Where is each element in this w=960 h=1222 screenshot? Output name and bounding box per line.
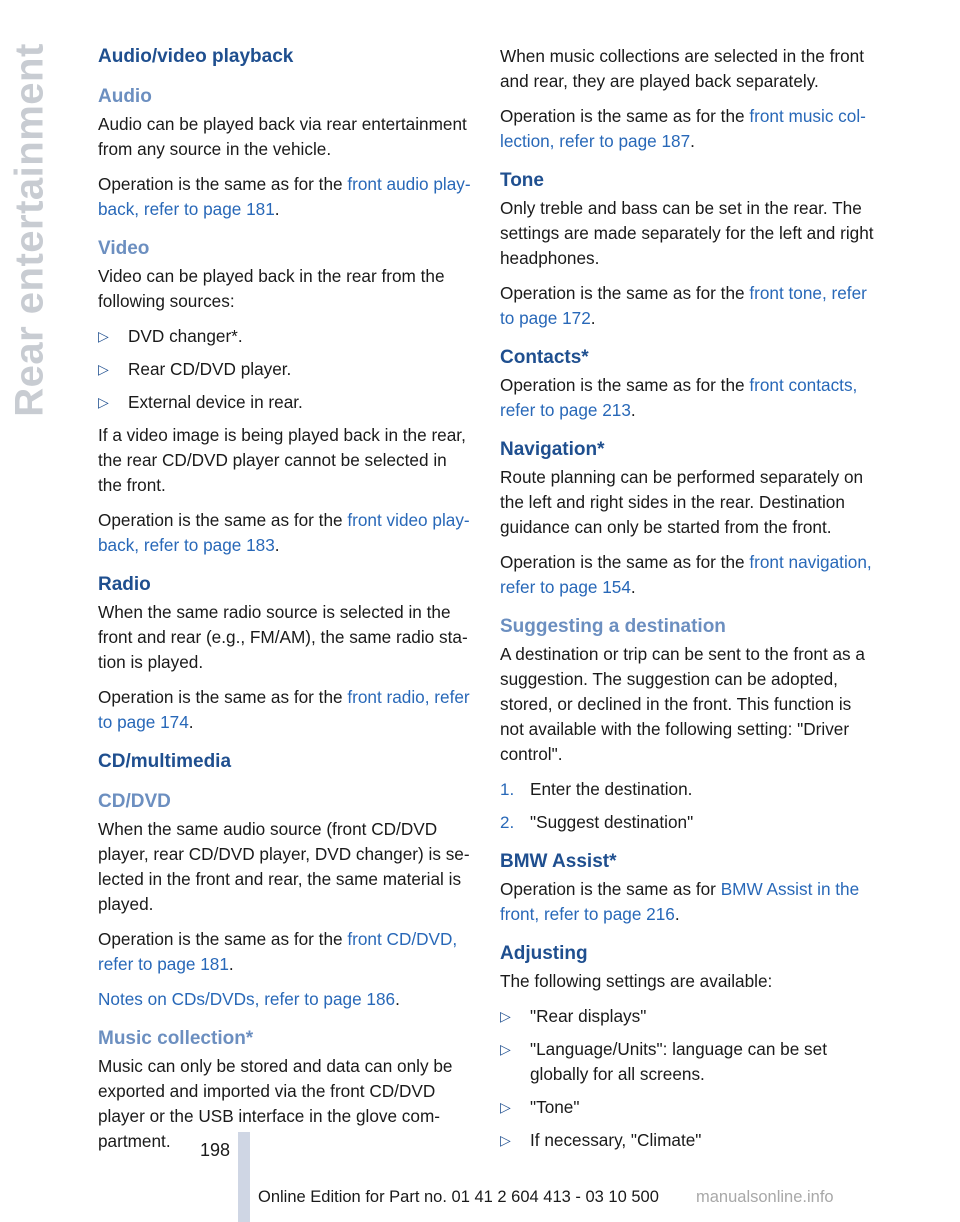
subheading-contacts: Contacts* xyxy=(500,347,589,368)
audio-op-suffix: . xyxy=(274,199,280,219)
radio-op-prefix: Operation is the same as for the xyxy=(98,687,348,707)
audio-op-prefix: Operation is the same as for the xyxy=(98,174,348,194)
subheading-audio: Audio xyxy=(98,86,152,107)
list-item xyxy=(500,1037,875,1087)
contacts-op-suffix: . xyxy=(630,400,636,420)
cd-dvd-notes-link[interactable]: Notes on CDs/DVDs, refer to page 186 xyxy=(98,989,396,1009)
cd-dvd-operation xyxy=(98,927,473,977)
radio-operation xyxy=(98,685,473,735)
list-item-text: External device in rear. xyxy=(128,392,303,412)
list-item xyxy=(98,390,473,415)
cd-dvd-notes xyxy=(98,987,473,1012)
list-item xyxy=(98,324,473,349)
music-collection-body: Music can only be stored and data can only be exported and imported via the front CD/DVD player or the USB interface in the glove com-partment. xyxy=(98,1056,453,1151)
music-collection-operation xyxy=(500,104,875,154)
bmw-assist-operation xyxy=(500,877,875,927)
navigation-link[interactable]: front navigation, refer to page 154 xyxy=(500,552,872,597)
list-item xyxy=(500,810,875,835)
side-section-title xyxy=(0,40,70,420)
page-number: 198 xyxy=(200,1140,231,1160)
list-item xyxy=(500,1128,875,1153)
radio-op-suffix: . xyxy=(188,712,194,732)
subheading-tone: Tone xyxy=(500,170,544,191)
list-item xyxy=(500,777,875,802)
navigation-op-prefix: Operation is the same as for the xyxy=(500,552,750,572)
list-item-text: "Tone" xyxy=(530,1097,580,1117)
audio-body: Audio can be played back via rear entertainment from any source in the vehicle. xyxy=(98,114,467,159)
audio-operation xyxy=(98,172,473,222)
radio-body: When the same radio source is selected in the front and rear (e.g., FM/AM), the same radio sta-tion is played. xyxy=(98,602,468,672)
triangle-bullet-icon: ▷ xyxy=(500,1008,511,1024)
cd-dvd-op-suffix: . xyxy=(228,954,234,974)
footer-accent-bar xyxy=(238,1132,250,1222)
subheading-music-collection: Music collection* xyxy=(98,1028,254,1049)
triangle-bullet-icon: ▷ xyxy=(500,1099,511,1115)
cd-dvd-notes-suffix: . xyxy=(395,989,400,1009)
list-item xyxy=(500,1095,875,1120)
subheading-navigation: Navigation* xyxy=(500,439,605,460)
video-op-suffix: . xyxy=(274,535,280,555)
audio-playback-link[interactable]: front audio play-back, refer to page 181 xyxy=(98,174,471,219)
subheading-adjusting: Adjusting xyxy=(500,943,588,964)
video-sources-list xyxy=(98,324,473,415)
triangle-bullet-icon: ▷ xyxy=(98,361,109,377)
triangle-bullet-icon: ▷ xyxy=(98,394,109,410)
triangle-bullet-icon: ▷ xyxy=(98,328,109,344)
navigation-op-suffix: . xyxy=(630,577,636,597)
step-text: Enter the destination. xyxy=(530,779,693,799)
bmw-assist-link[interactable]: BMW Assist in the front, refer to page 216 xyxy=(500,879,860,924)
bmw-assist-op-prefix: Operation is the same as for xyxy=(500,879,721,899)
navigation-operation xyxy=(500,550,875,600)
suggest-body: A destination or trip can be sent to the front as a suggestion. The suggestion can be adopted, stored, or declined in the front. This function is not available with the following setting: "Driver control". xyxy=(500,644,865,764)
right-column xyxy=(500,44,875,1161)
tone-body: Only treble and bass can be set in the rear. The settings are made separately for the left and right headphones. xyxy=(500,198,874,268)
triangle-bullet-icon: ▷ xyxy=(500,1132,511,1148)
section-heading-cd-multimedia: CD/multimedia xyxy=(98,751,232,772)
list-item-text: "Rear displays" xyxy=(530,1006,647,1026)
video-operation xyxy=(98,508,473,558)
subheading-bmw-assist: BMW Assist* xyxy=(500,851,617,872)
section-heading-audio-video: Audio/video playback xyxy=(98,46,294,67)
subheading-radio: Radio xyxy=(98,574,151,595)
video-note: If a video image is being played back in the rear, the rear CD/DVD player cannot be selected in the front. xyxy=(98,425,466,495)
left-column xyxy=(98,44,473,1164)
step-number: 2. xyxy=(500,813,515,832)
cd-dvd-op-prefix: Operation is the same as for the xyxy=(98,929,348,949)
cd-dvd-body: When the same audio source (front CD/DVD player, rear CD/DVD player, DVD changer) is se-lected in the front and rear, the same material is played. xyxy=(98,819,470,914)
list-item xyxy=(98,357,473,382)
contacts-link[interactable]: front contacts, refer to page 213 xyxy=(500,375,858,420)
list-item-text: "Language/Units": language can be set globally for all screens. xyxy=(530,1039,827,1084)
tone-operation xyxy=(500,281,875,331)
step-text: "Suggest destination" xyxy=(530,812,694,832)
radio-link[interactable]: front radio, refer to page 174 xyxy=(98,687,470,732)
music-collection-continued: When music collections are selected in the front and rear, they are played back separately. xyxy=(500,46,864,91)
suggest-steps-list xyxy=(500,777,875,835)
video-playback-link[interactable]: front video play-back, refer to page 183 xyxy=(98,510,470,555)
music-collection-link[interactable]: front music col-lection, refer to page 187 xyxy=(500,106,866,151)
tone-op-suffix: . xyxy=(590,308,596,328)
list-item-text: Rear CD/DVD player. xyxy=(128,359,292,379)
contacts-operation xyxy=(500,373,875,423)
side-section-title-text: Rear entertainment xyxy=(7,43,52,417)
adjusting-intro: The following settings are available: xyxy=(500,971,773,991)
video-intro: Video can be played back in the rear from the following sources: xyxy=(98,266,445,311)
subheading-suggesting-destination: Suggesting a destination xyxy=(500,616,726,637)
music-op-suffix: . xyxy=(690,131,695,151)
subheading-video: Video xyxy=(98,238,150,259)
navigation-body: Route planning can be performed separately on the left and right sides in the rear. Destination guidance can only be started from the front. xyxy=(500,467,864,537)
watermark-text: manualsonline.info xyxy=(696,1188,834,1206)
tone-op-prefix: Operation is the same as for the xyxy=(500,283,750,303)
list-item-text: If necessary, "Climate" xyxy=(530,1130,702,1150)
subheading-cd-dvd: CD/DVD xyxy=(98,791,171,812)
adjusting-settings-list xyxy=(500,1004,875,1153)
music-op-prefix: Operation is the same as for the xyxy=(500,106,750,126)
triangle-bullet-icon: ▷ xyxy=(500,1041,511,1057)
bmw-assist-op-suffix: . xyxy=(674,904,680,924)
list-item-text: DVD changer*. xyxy=(128,326,243,346)
step-number: 1. xyxy=(500,780,515,799)
list-item xyxy=(500,1004,875,1029)
contacts-op-prefix: Operation is the same as for the xyxy=(500,375,750,395)
cd-dvd-link[interactable]: front CD/DVD, refer to page 181 xyxy=(98,929,458,974)
tone-link[interactable]: front tone, refer to page 172 xyxy=(500,283,867,328)
video-op-prefix: Operation is the same as for the xyxy=(98,510,348,530)
footer-edition-text: Online Edition for Part no. 01 41 2 604 413 - 03 10 500 xyxy=(258,1188,659,1206)
